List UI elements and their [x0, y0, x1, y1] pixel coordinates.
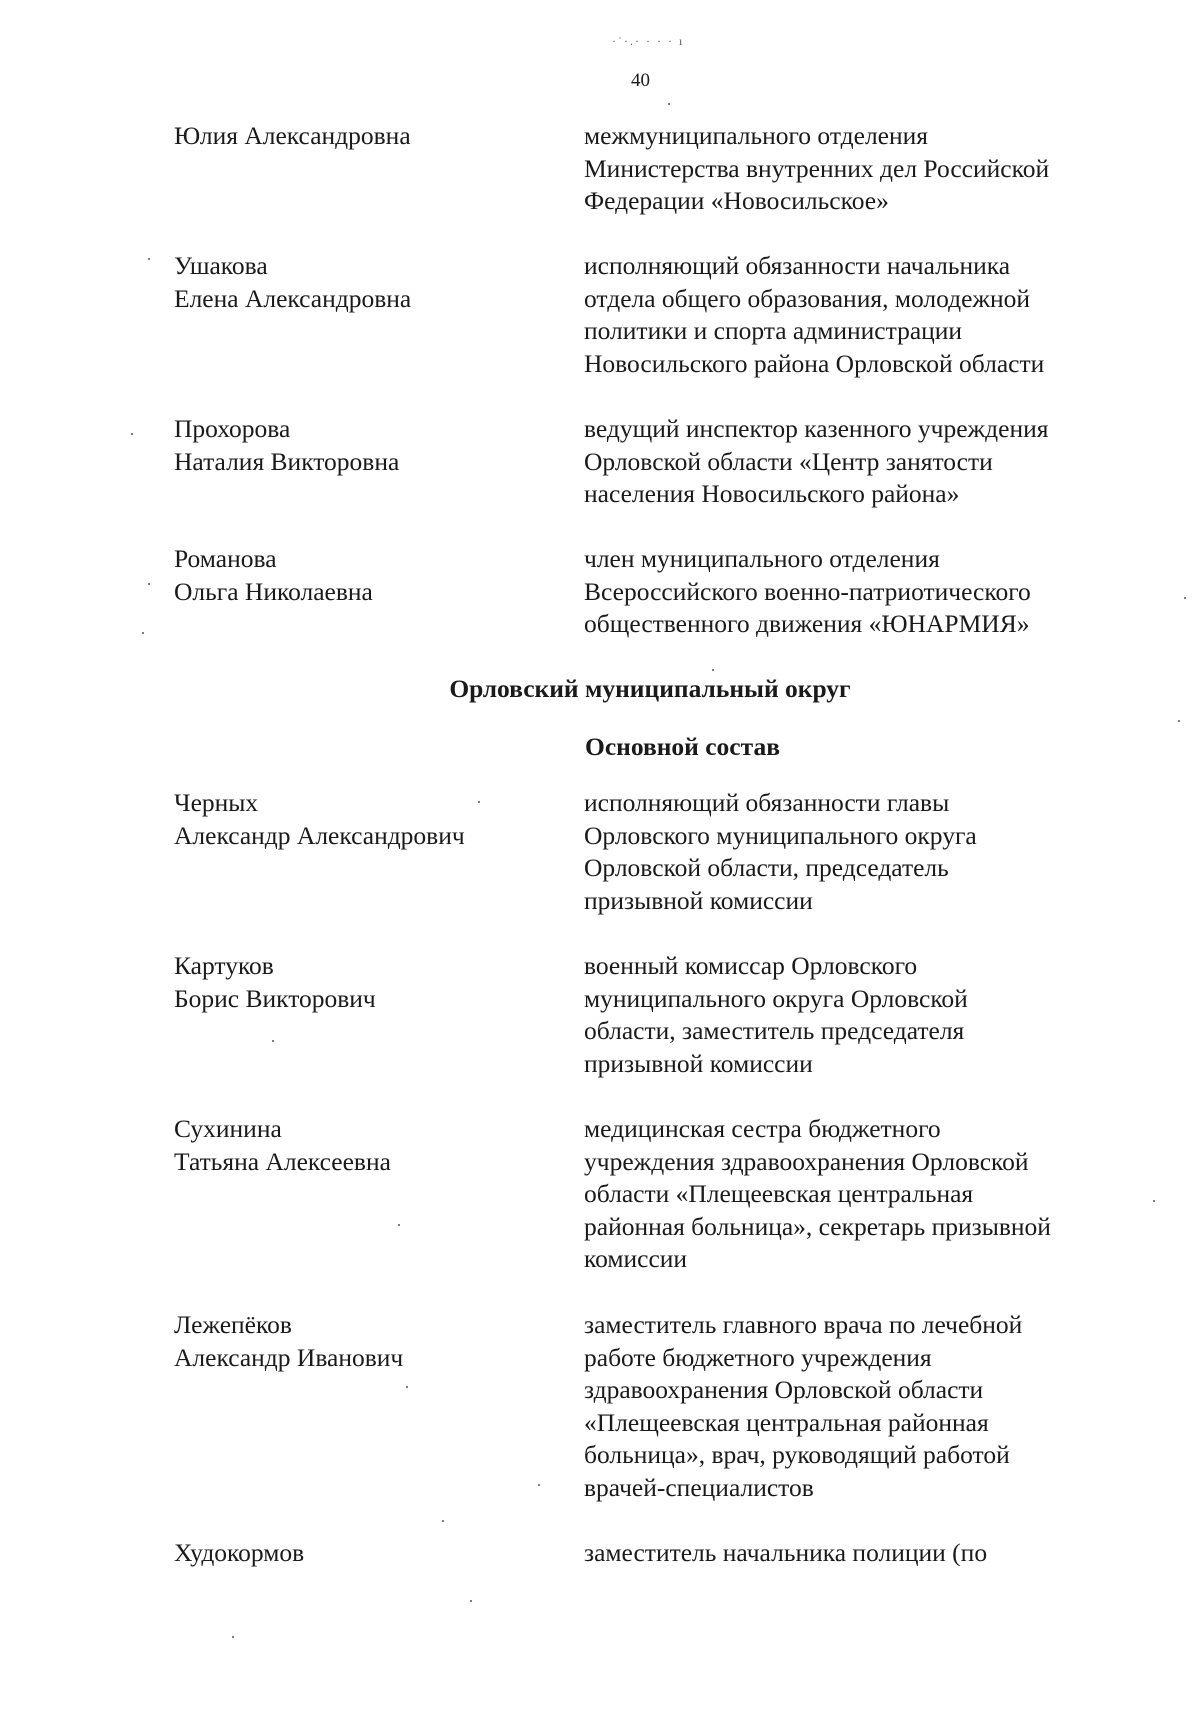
scan-speck: [1153, 1200, 1155, 1202]
scan-speck: [398, 1224, 400, 1226]
role-line: Новосильского района Орловской области: [584, 348, 1045, 378]
role-line: районная больница», секретарь призывной: [584, 1211, 1051, 1241]
member-name: [174, 120, 564, 153]
scan-speck: [142, 632, 144, 634]
role-line: медицинская сестра бюджетного: [584, 1114, 941, 1143]
member-role: [584, 250, 1114, 380]
scan-speck: [442, 1520, 444, 1522]
scan-speck: [1178, 720, 1180, 722]
member-role: [584, 1309, 1114, 1504]
name-line: Александр Иванович: [174, 1342, 404, 1372]
member-name: [174, 950, 564, 1015]
role-line: призывной комиссии: [584, 885, 813, 915]
member-name: [174, 543, 564, 608]
section-title: Орловский муниципальный округ: [449, 674, 851, 703]
member-role: [584, 787, 1114, 917]
name-line: Прохорова: [174, 414, 291, 443]
member-name: [174, 1113, 564, 1178]
member-name: [174, 787, 564, 852]
name-line: Елена Александровна: [174, 283, 412, 313]
role-line: работе бюджетного учреждения: [584, 1342, 932, 1372]
role-line: общественного движения «ЮНАРМИЯ»: [584, 609, 1030, 638]
role-line: призывной комиссии: [584, 1048, 813, 1078]
role-line: комиссии: [584, 1244, 688, 1273]
role-line: Орловской области «Центр занятости: [584, 446, 993, 476]
role-line: заместитель главного врача по лечебной: [584, 1310, 1023, 1339]
member-role: [584, 1113, 1114, 1276]
member-role: [584, 413, 1114, 511]
scan-speck: [131, 433, 133, 435]
role-line: отдела общего образования, молодежной: [584, 283, 1031, 313]
scan-speck: [406, 1386, 408, 1388]
role-line: Орловской области, председатель: [584, 853, 949, 882]
name-line: Наталия Викторовна: [174, 446, 400, 476]
name-line: Ольга Николаевна: [174, 576, 373, 606]
member-role: [584, 543, 1114, 641]
scan-speck: [272, 1040, 274, 1042]
name-line: Юлия Александровна: [174, 121, 411, 150]
name-line: Худокормов: [174, 1538, 305, 1567]
name-line: Татьяна Алексеевна: [174, 1146, 391, 1176]
role-line: здравоохранения Орловской области: [584, 1375, 984, 1404]
scan-speck: [232, 1636, 234, 1638]
member-role: [584, 1537, 1114, 1570]
role-line: Всероссийского военно-патриотического: [584, 576, 1031, 606]
scan-speck: [478, 801, 480, 803]
member-name: [174, 1309, 564, 1374]
name-line: Борис Викторович: [174, 983, 376, 1013]
name-line: Романова: [174, 544, 277, 573]
role-line: политики и спорта администрации: [584, 316, 963, 345]
role-line: врачей-специалистов: [584, 1472, 814, 1502]
subsection-title: Основной состав: [585, 732, 780, 761]
scan-speck: [712, 669, 714, 671]
scan-speck: [148, 258, 150, 260]
member-name: [174, 413, 564, 478]
role-line: учреждения здравоохранения Орловской: [584, 1146, 1029, 1176]
role-line: «Плещеевская центральная районная: [584, 1407, 989, 1437]
role-line: области «Плещеевская центральная: [584, 1179, 974, 1208]
scan-speck: [1184, 597, 1186, 599]
role-line: муниципального округа Орловской: [584, 983, 968, 1013]
scan-speck: [538, 1484, 540, 1486]
member-name: [174, 1537, 564, 1570]
scan-speck: [148, 583, 150, 585]
role-line: населения Новосильского района»: [584, 479, 960, 508]
scan-speck: [668, 103, 670, 105]
role-line: межмуниципального отделения: [584, 121, 929, 150]
name-line: Черных: [174, 788, 259, 817]
role-line: Министерства внутренних дел Российской: [584, 153, 1050, 183]
member-name: [174, 250, 564, 315]
role-line: заместитель начальника полиции (по: [584, 1538, 988, 1567]
role-line: военный комиссар Орловского: [584, 951, 918, 980]
scan-speck: [470, 1600, 472, 1602]
role-line: исполняющий обязанности начальника: [584, 251, 1011, 280]
name-line: Сухинина: [174, 1114, 282, 1143]
page-number: 40: [631, 70, 650, 91]
role-line: член муниципального отделения: [584, 544, 940, 573]
name-line: Ушакова: [174, 251, 268, 280]
name-line: Лежепёков: [174, 1310, 292, 1339]
member-role: [584, 120, 1114, 218]
role-line: исполняющий обязанности главы: [584, 788, 950, 817]
role-line: больница», врач, руководящий работой: [584, 1440, 1010, 1469]
name-line: Картуков: [174, 951, 274, 980]
role-line: Орловского муниципального округа: [584, 820, 977, 850]
role-line: Федерации «Новосильское»: [584, 186, 889, 215]
name-line: Александр Александрович: [174, 820, 465, 850]
role-line: области, заместитель председателя: [584, 1016, 965, 1045]
role-line: ведущий инспектор казенного учреждения: [584, 414, 1049, 443]
top-scan-marks: ·˙·.· · · · ı: [612, 34, 685, 48]
member-role: [584, 950, 1114, 1080]
